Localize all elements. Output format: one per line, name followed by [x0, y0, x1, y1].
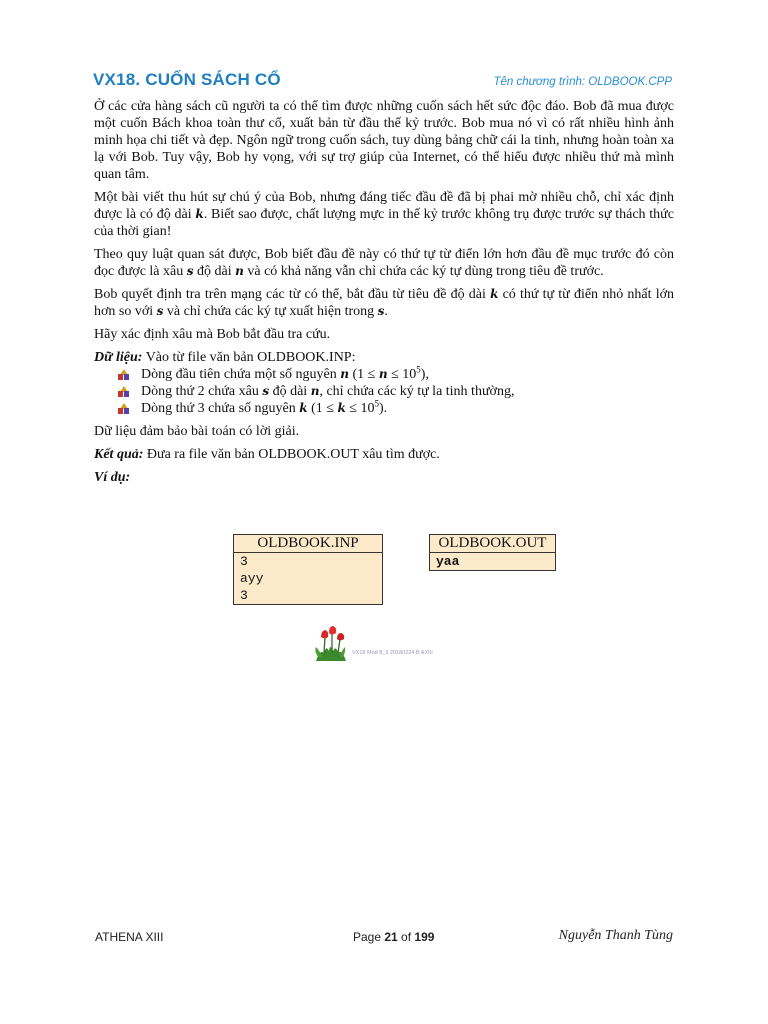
- footer-author: Nguyễn Thanh Tùng: [558, 928, 673, 943]
- var-s: s: [156, 304, 164, 318]
- tulip-logo-icon: [310, 623, 350, 663]
- problem-title: VX18. CUỐN SÁCH CỔ: [93, 70, 281, 89]
- bullet-icon: [118, 403, 129, 414]
- table-cell: 3: [234, 553, 383, 571]
- table-cell: yaa: [430, 553, 556, 571]
- paragraph-task: Hãy xác định xâu mà Bob bắt đầu tra cứu.: [94, 327, 331, 342]
- table-header: OLDBOOK.OUT: [430, 535, 556, 553]
- bullet-icon: [118, 369, 129, 380]
- document-stamp: VX18 Mod 8_9 20180224 B AXIII: [352, 650, 433, 656]
- bullet-icon: [118, 386, 129, 397]
- example-heading: [94, 469, 674, 486]
- paragraph-intro: Ở các cửa hàng sách cũ người ta có thể tìm được những cuốn sách hết sức độc đáo. Bob đã mua được một cuốn Bách khoa toàn thư cổ, xuất bản từ đầu thế kỷ trước. Bob mua nó vì có rất nhiều hình ảnh minh họa chi tiết và đẹp. Ngôn ngữ trong cuốn sách, tuy dùng bảng chữ cái la tinh, nhưng hoàn toàn xa lạ với Bob. Tuy vậy, Bob hy vọng, với sự trợ giúp của Internet, có thể hiểu được nhiều thứ mà mình quan tâm.: [94, 99, 674, 182]
- output-example-table: [429, 534, 556, 571]
- list-item: Dòng thứ 2 chứa xâu s độ dài n, chỉ chứa các ký tự la tinh thường,: [94, 383, 674, 400]
- input-heading: Dữ liệu: Vào từ file văn bản OLDBOOK.INP:: [94, 350, 356, 365]
- paragraph-previous-title: Theo quy luật quan sát được, Bob biết đầu đề này có thứ tự từ điển lớn hơn đầu đề mục trước đó còn đọc được là xâu s độ dài n và có khả năng vẫn chỉ chứa các ký tự dùng trong tiêu đề trước.: [94, 247, 674, 279]
- footer-left: ATHENA XIII: [95, 930, 164, 944]
- current-page: 21: [384, 930, 398, 944]
- input-example-table: [233, 534, 383, 605]
- paragraph-title-length: Một bài viết thu hút sự chú ý của Bob, nhưng đáng tiếc đầu đề đã bị phai mờ nhiều chỗ, chỉ xác định được là có độ dài k. Biết sao được, chất lượng mực in thế kỷ trước không trụ được trước sự thách thức của thời gian!: [94, 190, 674, 239]
- input-list: [94, 366, 674, 417]
- var-n: n: [235, 264, 244, 278]
- list-item: Dòng đầu tiên chứa một số nguyên n $(1 \le n \le 10^5)$,: [94, 366, 674, 383]
- output-label: Kết quả:: [94, 447, 144, 462]
- guarantee-text: Dữ liệu đảm bảo bài toán có lời giải.: [94, 424, 300, 439]
- list-item: Dòng thứ 3 chứa số nguyên k $(1 \le k \le 10^5)$.: [94, 400, 674, 417]
- input-label: Dữ liệu:: [94, 350, 143, 365]
- var-k: k: [195, 207, 204, 221]
- table-cell: ayy: [234, 570, 383, 587]
- var-s: s: [377, 304, 385, 318]
- var-k: k: [490, 287, 499, 301]
- program-name: Tên chương trình: OLDBOOK.CPP: [493, 76, 672, 88]
- problem-body: [94, 98, 674, 492]
- example-label: Ví dụ:: [94, 470, 131, 485]
- table-header: OLDBOOK.INP: [234, 535, 383, 553]
- var-s: s: [186, 264, 194, 278]
- total-pages: 199: [414, 930, 435, 944]
- output-heading: Kết quả: Đưa ra file văn bản OLDBOOK.OUT xâu tìm được.: [94, 447, 440, 462]
- page-number: Page 21 of 199: [353, 930, 435, 944]
- paragraph-search: Bob quyết định tra trên mạng các từ có thể, bắt đầu từ tiêu đề độ dài k có thứ tự từ điển nhỏ nhất lớn hơn so với s và chỉ chứa các ký tự xuất hiện trong s.: [94, 287, 674, 319]
- table-cell: 3: [234, 587, 383, 605]
